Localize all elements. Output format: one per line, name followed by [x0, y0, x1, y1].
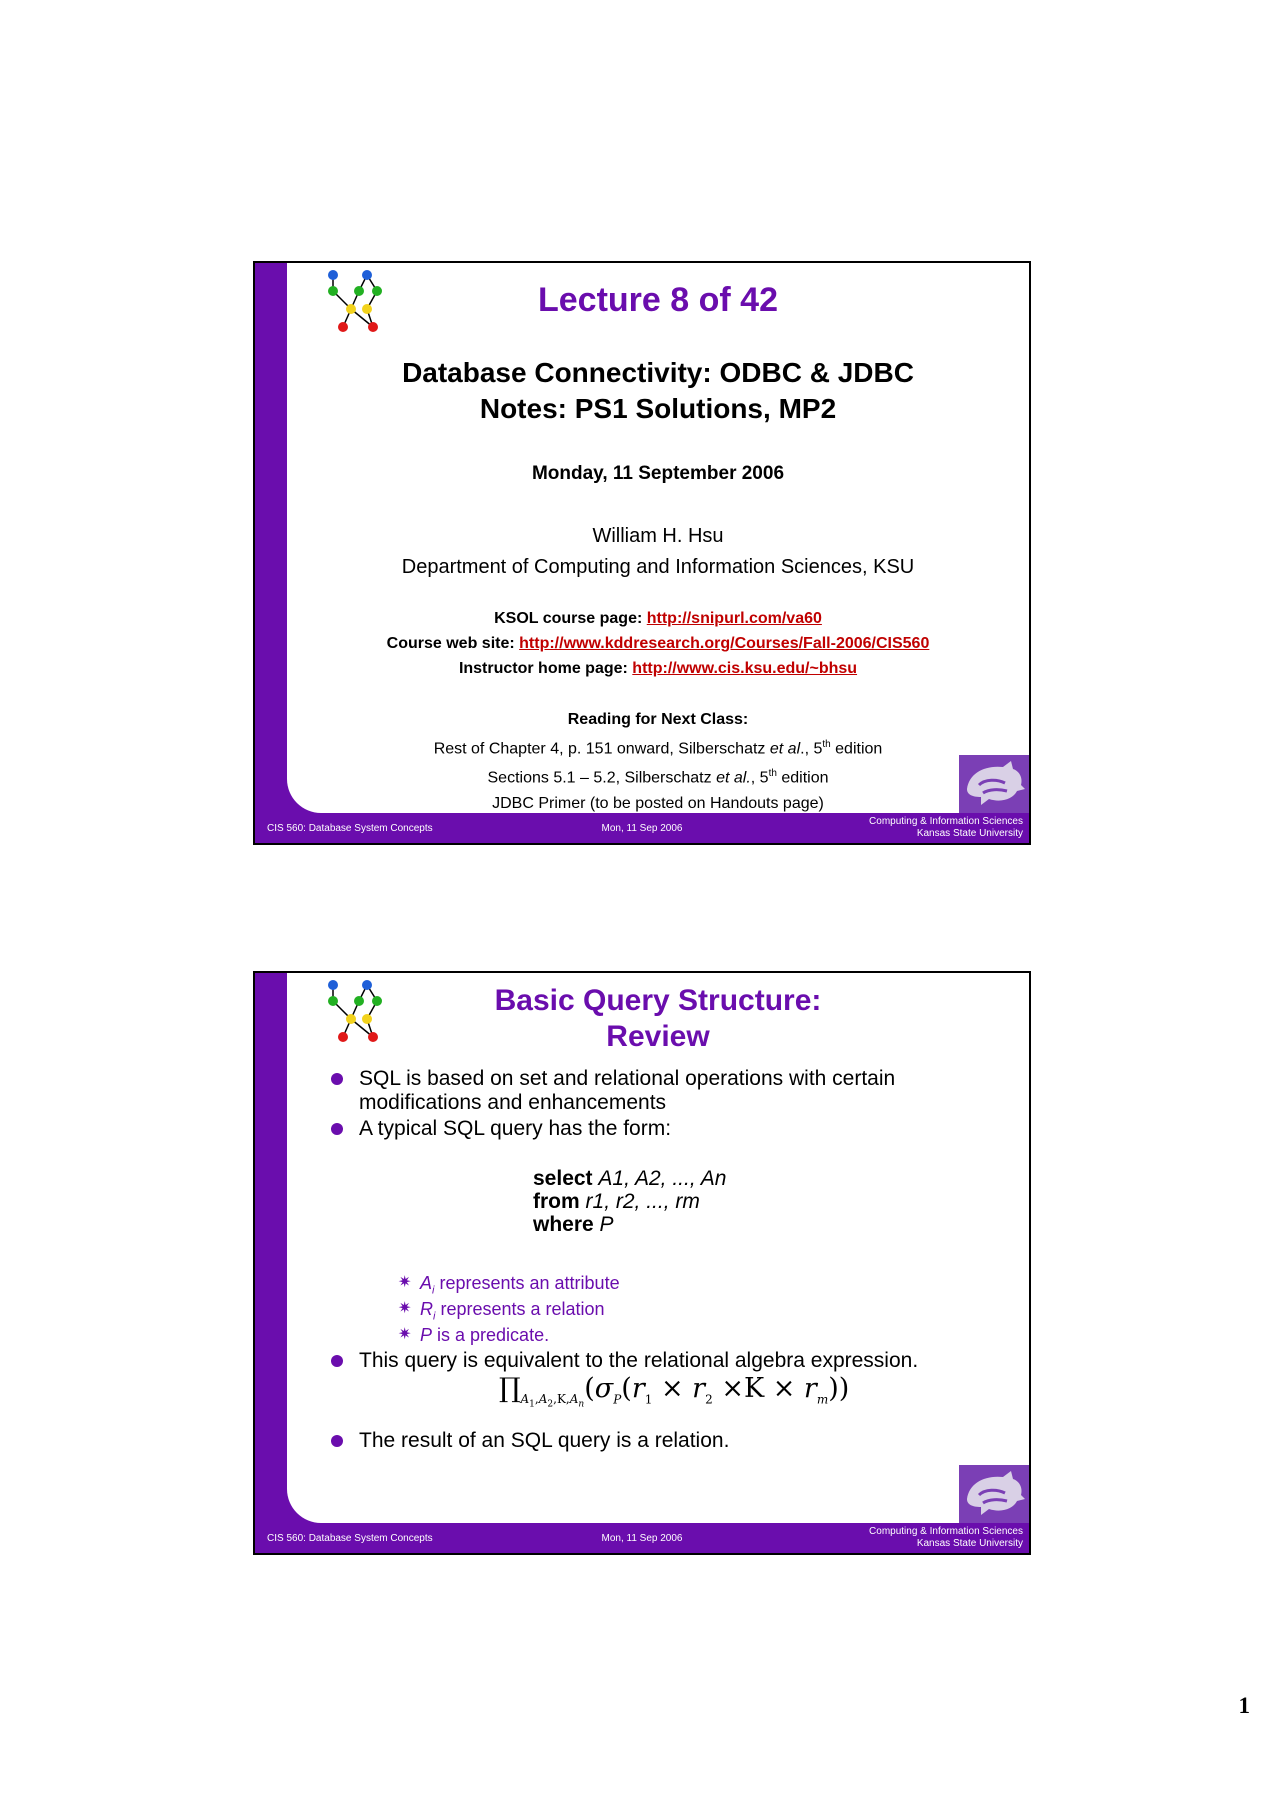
query-from-line	[533, 1190, 726, 1213]
reading-text: ., 5	[800, 740, 823, 758]
bullet-text: SQL is based on set and relational operations with certain modifications and enhancements	[359, 1067, 896, 1114]
sub-bullet-text: represents an attribute	[434, 1273, 620, 1293]
sub-bullet-item	[398, 1299, 605, 1323]
footer-dept: Computing & Information Sciences	[869, 1526, 1023, 1537]
bullet-text: This query is equivalent to the relational algebra expression.	[359, 1349, 919, 1372]
ksol-line	[287, 606, 1029, 631]
query-where-line	[533, 1213, 726, 1236]
web-label: Course web site:	[386, 635, 515, 652]
sub-bullet-item	[398, 1273, 620, 1297]
var-index: i	[432, 1284, 435, 1297]
subtitle-line: Database Connectivity: ODBC & JDBC	[402, 357, 914, 388]
home-line	[287, 656, 1029, 681]
reading-sup: th	[768, 768, 777, 780]
title-line: Basic Query Structure:	[494, 984, 822, 1017]
footer-dept: Computing & Information Sciences	[869, 816, 1023, 827]
footer-institution	[869, 816, 1023, 840]
slide-footer	[255, 813, 1029, 843]
footer-university: Kansas State University	[916, 828, 1023, 839]
sub-bullet-item	[398, 1325, 550, 1346]
reading-item	[287, 761, 1029, 790]
reading-text: Sections 5.1 – 5.2, Silberschatz	[487, 769, 717, 787]
wildcat-logo-icon	[959, 755, 1029, 813]
reading-etal: et al.	[716, 769, 751, 787]
reading-heading: Reading for Next Class:	[567, 711, 749, 728]
slide-panel	[287, 973, 1029, 1523]
reading-sup: th	[822, 739, 831, 750]
reading-text: edition	[830, 740, 883, 758]
title-line: Review	[606, 1020, 710, 1053]
footer-date: Mon, 11 Sep 2006	[601, 823, 683, 834]
home-label: Instructor home page:	[458, 660, 628, 677]
ksol-label: KSOL course page:	[494, 610, 643, 627]
bullet-item	[359, 1067, 1009, 1115]
bullet-item	[359, 1349, 1009, 1373]
asterisk-bullet-icon: ✷	[398, 1300, 412, 1317]
var-name: R	[420, 1299, 433, 1319]
bullet-text: The result of an SQL query is a relation.	[359, 1429, 730, 1452]
sub-bullet-text: is a predicate.	[432, 1325, 550, 1345]
department: Department of Computing and Information Sciences, KSU	[401, 556, 915, 578]
asterisk-bullet-icon: ✷	[398, 1326, 412, 1343]
footer-course: CIS 560: Database System Concepts	[267, 823, 433, 834]
footer-institution	[869, 1526, 1023, 1550]
footer-university: Kansas State University	[916, 1538, 1023, 1549]
reading-etal: et al	[769, 740, 801, 758]
slide-footer	[255, 1523, 1029, 1553]
where-args: P	[599, 1213, 614, 1236]
bullet-text: A typical SQL query has the form:	[359, 1117, 672, 1140]
web-line	[287, 631, 1029, 656]
slide-lecture-title	[253, 261, 1031, 845]
reading-list	[287, 707, 1029, 816]
var-name: P	[420, 1325, 433, 1345]
var-name: A	[420, 1273, 433, 1293]
page-number: 1	[1238, 1693, 1250, 1718]
purple-dot-bullet-icon	[331, 1435, 343, 1447]
lecture-date: Monday, 11 September 2006	[531, 463, 785, 484]
bullet-item	[359, 1429, 1009, 1453]
from-args: r1, r2, ..., rm	[585, 1190, 700, 1213]
sub-bullet-text: represents a relation	[435, 1299, 605, 1319]
slide-subtitle	[287, 355, 1029, 427]
slide-title	[287, 983, 1029, 1055]
bullet-item	[359, 1117, 1009, 1141]
course-web-link[interactable]: http://www.kddresearch.org/Courses/Fall-2006/CIS560	[519, 635, 930, 652]
slide-panel	[287, 263, 1029, 813]
reading-item	[287, 732, 1029, 761]
purple-dot-bullet-icon	[331, 1355, 343, 1367]
sql-query-block	[533, 1167, 726, 1236]
slide-title: Lecture 8 of 42	[538, 281, 778, 319]
select-args: A1, A2, ..., An	[598, 1167, 727, 1190]
wildcat-logo-icon	[959, 1465, 1029, 1523]
reading-item: JDBC Primer (to be posted on Handouts page)	[492, 794, 824, 812]
subtitle-line: Notes: PS1 Solutions, MP2	[479, 393, 837, 424]
relational-algebra-formula: $\prod_{A_1,A_2,K,A_n}(\sigma_P(r_1 \times r_2 \times K \times r_m))$	[499, 1373, 850, 1410]
footer-course: CIS 560: Database System Concepts	[267, 1533, 433, 1544]
keyword-where: where	[533, 1213, 594, 1236]
query-select-line	[533, 1167, 726, 1190]
keyword-select: select	[533, 1167, 593, 1190]
purple-dot-bullet-icon	[331, 1123, 343, 1135]
var-index: i	[433, 1310, 436, 1323]
author-name: William H. Hsu	[592, 525, 724, 547]
instructor-home-link[interactable]: http://www.cis.ksu.edu/~bhsu	[632, 660, 858, 677]
purple-dot-bullet-icon	[331, 1073, 343, 1085]
slide-basic-query	[253, 971, 1031, 1555]
keyword-from: from	[533, 1190, 580, 1213]
reading-text: edition	[776, 769, 829, 787]
asterisk-bullet-icon: ✷	[398, 1274, 412, 1291]
reading-text: Rest of Chapter 4, p. 151 onward, Silberschatz	[433, 740, 770, 758]
reading-text: , 5	[750, 769, 769, 787]
footer-date: Mon, 11 Sep 2006	[601, 1533, 683, 1544]
course-links	[287, 606, 1029, 681]
ksol-link[interactable]: http://snipurl.com/va60	[646, 610, 822, 627]
